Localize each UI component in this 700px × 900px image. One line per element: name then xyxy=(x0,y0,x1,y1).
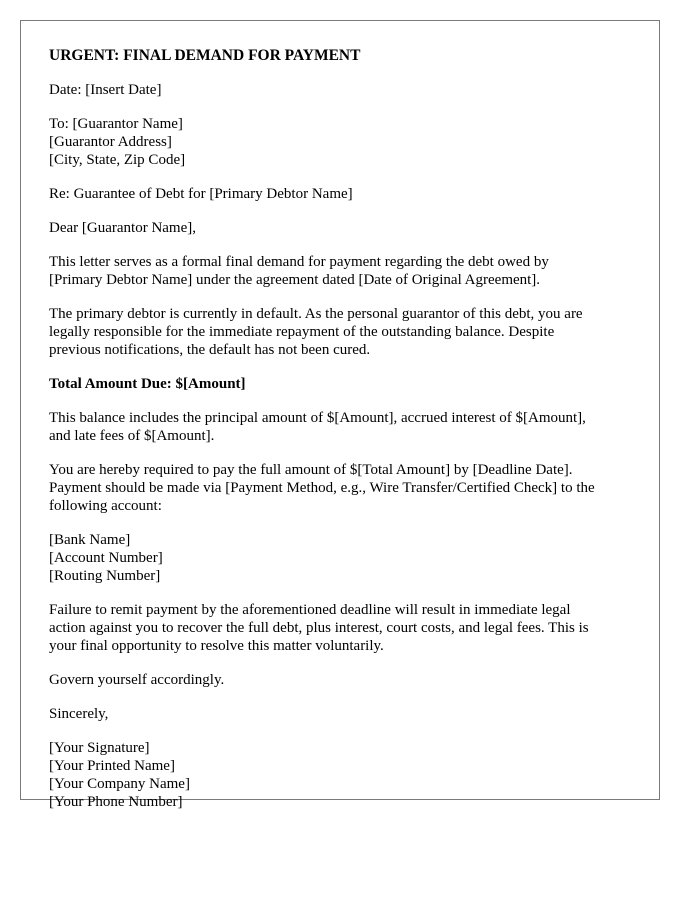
recipient-block xyxy=(49,115,639,169)
signature-block xyxy=(49,739,639,811)
paragraph-line: This balance includes the principal amount of $[Amount], accrued interest of $[Amount], xyxy=(49,410,586,426)
paragraph-line: previous notifications, the default has not been cured. xyxy=(49,342,371,358)
paragraph-line: and late fees of $[Amount]. xyxy=(49,428,215,444)
paragraph-line: This letter serves as a formal final demand for payment regarding the debt owed by xyxy=(49,254,549,270)
signature-line: [Your Company Name] xyxy=(49,776,190,792)
letter-title: URGENT: FINAL DEMAND FOR PAYMENT xyxy=(49,47,361,64)
paragraph-1 xyxy=(49,253,639,289)
paragraph-line: following account: xyxy=(49,498,162,514)
paragraph-5 xyxy=(49,601,639,655)
recipient-line: To: [Guarantor Name] xyxy=(49,116,183,132)
bank-line: [Routing Number] xyxy=(49,568,161,584)
letter-date: Date: [Insert Date] xyxy=(49,82,162,98)
letter-page xyxy=(20,20,660,810)
recipient-line: [City, State, Zip Code] xyxy=(49,152,186,168)
bank-line: [Account Number] xyxy=(49,550,163,566)
paragraph-line: Failure to remit payment by the aforementioned deadline will result in immediate legal xyxy=(49,602,571,618)
paragraph-line: The primary debtor is currently in default. As the personal guarantor of this debt, you are xyxy=(49,306,583,322)
paragraph-line: You are hereby required to pay the full amount of $[Total Amount] by [Deadline Date]. xyxy=(49,462,573,478)
paragraph-2 xyxy=(49,305,639,359)
re-line: Re: Guarantee of Debt for [Primary Debtor Name] xyxy=(49,186,353,202)
paragraph-line: action against you to recover the full debt, plus interest, court costs, and legal fees. This is xyxy=(49,620,589,636)
closing: Sincerely, xyxy=(49,706,109,722)
paragraph-line: legally responsible for the immediate repayment of the outstanding balance. Despite xyxy=(49,324,555,340)
govern-line: Govern yourself accordingly. xyxy=(49,672,225,688)
salutation: Dear [Guarantor Name], xyxy=(49,220,197,236)
total-amount-due: Total Amount Due: $[Amount] xyxy=(49,376,246,392)
bank-line: [Bank Name] xyxy=(49,532,131,548)
paragraph-line: [Primary Debtor Name] under the agreement dated [Date of Original Agreement]. xyxy=(49,272,541,288)
paragraph-line: your final opportunity to resolve this matter voluntarily. xyxy=(49,638,384,654)
letter-body xyxy=(49,47,639,827)
signature-line: [Your Phone Number] xyxy=(49,794,183,810)
signature-line: [Your Printed Name] xyxy=(49,758,175,774)
paragraph-line: Payment should be made via [Payment Method, e.g., Wire Transfer/Certified Check] to the xyxy=(49,480,595,496)
bank-details xyxy=(49,531,639,585)
paragraph-4 xyxy=(49,461,639,515)
recipient-line: [Guarantor Address] xyxy=(49,134,172,150)
signature-line: [Your Signature] xyxy=(49,740,150,756)
paragraph-3 xyxy=(49,409,639,445)
